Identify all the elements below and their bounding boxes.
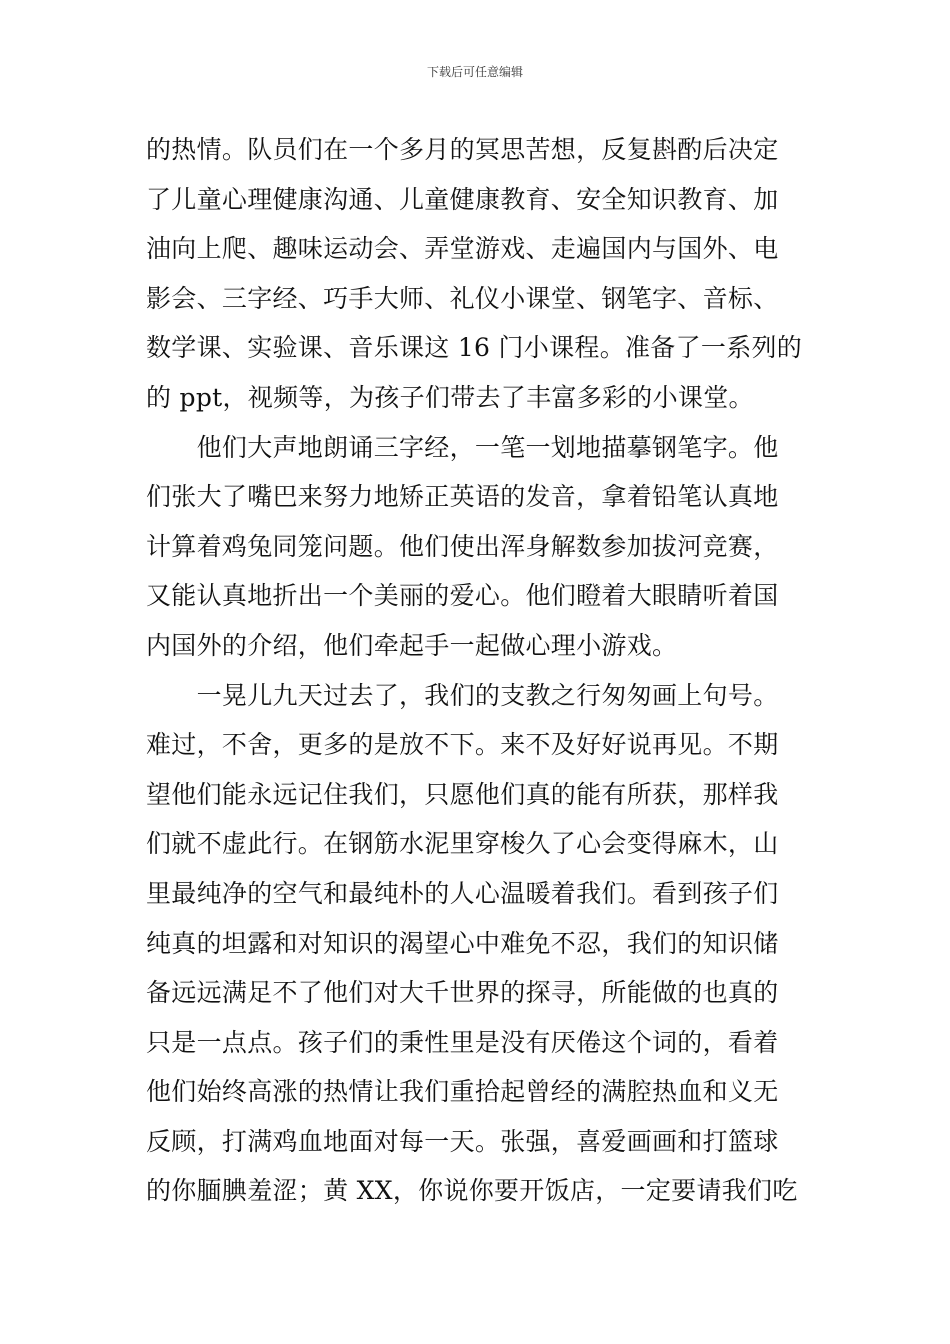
- text-line: 他们大声地朗诵三字经，一笔一划地描摹钢笔字。他: [146, 432, 779, 462]
- text-line: 里最纯净的空气和最纯朴的人心温暖着我们。看到孩子们: [146, 878, 779, 908]
- text-line: 的你腼腆羞涩；黄 XX，你说你要开饭店，一定要请我们吃: [146, 1176, 798, 1206]
- text-line: 了儿童心理健康沟通、儿童健康教育、安全知识教育、加: [146, 184, 779, 214]
- text-line: 一晃儿九天过去了，我们的支教之行匆匆画上句号。: [146, 680, 779, 710]
- text-line: 只是一点点。孩子们的秉性里是没有厌倦这个词的，看着: [146, 1027, 779, 1057]
- text-line: 计算着鸡兔同笼问题。他们使出浑身解数参加拔河竞赛，: [146, 531, 779, 561]
- paragraph-3: [146, 671, 810, 1217]
- text-line: 难过，不舍，更多的是放不下。来不及好好说再见。不期: [146, 730, 779, 760]
- text-line: 们张大了嘴巴来努力地矫正英语的发音，拿着铅笔认真地: [146, 482, 779, 512]
- document-body: [146, 125, 810, 1216]
- text-line: 他们始终高涨的热情让我们重拾起曾经的满腔热血和义无: [146, 1077, 779, 1107]
- text-line: 的 ppt，视频等，为孩子们带去了丰富多彩的小课堂。: [146, 382, 754, 412]
- paragraph-1: [146, 125, 810, 423]
- text-line: 望他们能永远记住我们，只愿他们真的能有所获，那样我: [146, 779, 779, 809]
- text-line: 数学课、实验课、音乐课这 16 门小课程。准备了一系列的: [146, 333, 803, 363]
- text-line: 的热情。队员们在一个多月的冥思苦想，反复斟酌后决定: [146, 135, 779, 164]
- text-line: 影会、三字经、巧手大师、礼仪小课堂、钢笔字、音标、: [146, 283, 779, 313]
- text-line: 备远远满足不了他们对大千世界的探寻，所能做的也真的: [146, 978, 779, 1008]
- text-line: 纯真的坦露和对知识的渴望心中难免不忍，我们的知识储: [146, 928, 779, 958]
- text-line: 又能认真地折出一个美丽的爱心。他们瞪着大眼睛听着国: [146, 581, 779, 611]
- text-line: 们就不虚此行。在钢筋水泥里穿梭久了心会变得麻木，山: [146, 829, 779, 859]
- paragraph-2: [146, 423, 810, 671]
- text-line: 内国外的介绍，他们牵起手一起做心理小游戏。: [146, 630, 678, 660]
- page-header: 下载后可任意编辑: [426, 65, 523, 79]
- text-line: 油向上爬、趣味运动会、弄堂游戏、走遍国内与国外、电: [146, 234, 779, 264]
- text-line: 反顾，打满鸡血地面对每一天。张强，喜爱画画和打篮球: [146, 1126, 779, 1156]
